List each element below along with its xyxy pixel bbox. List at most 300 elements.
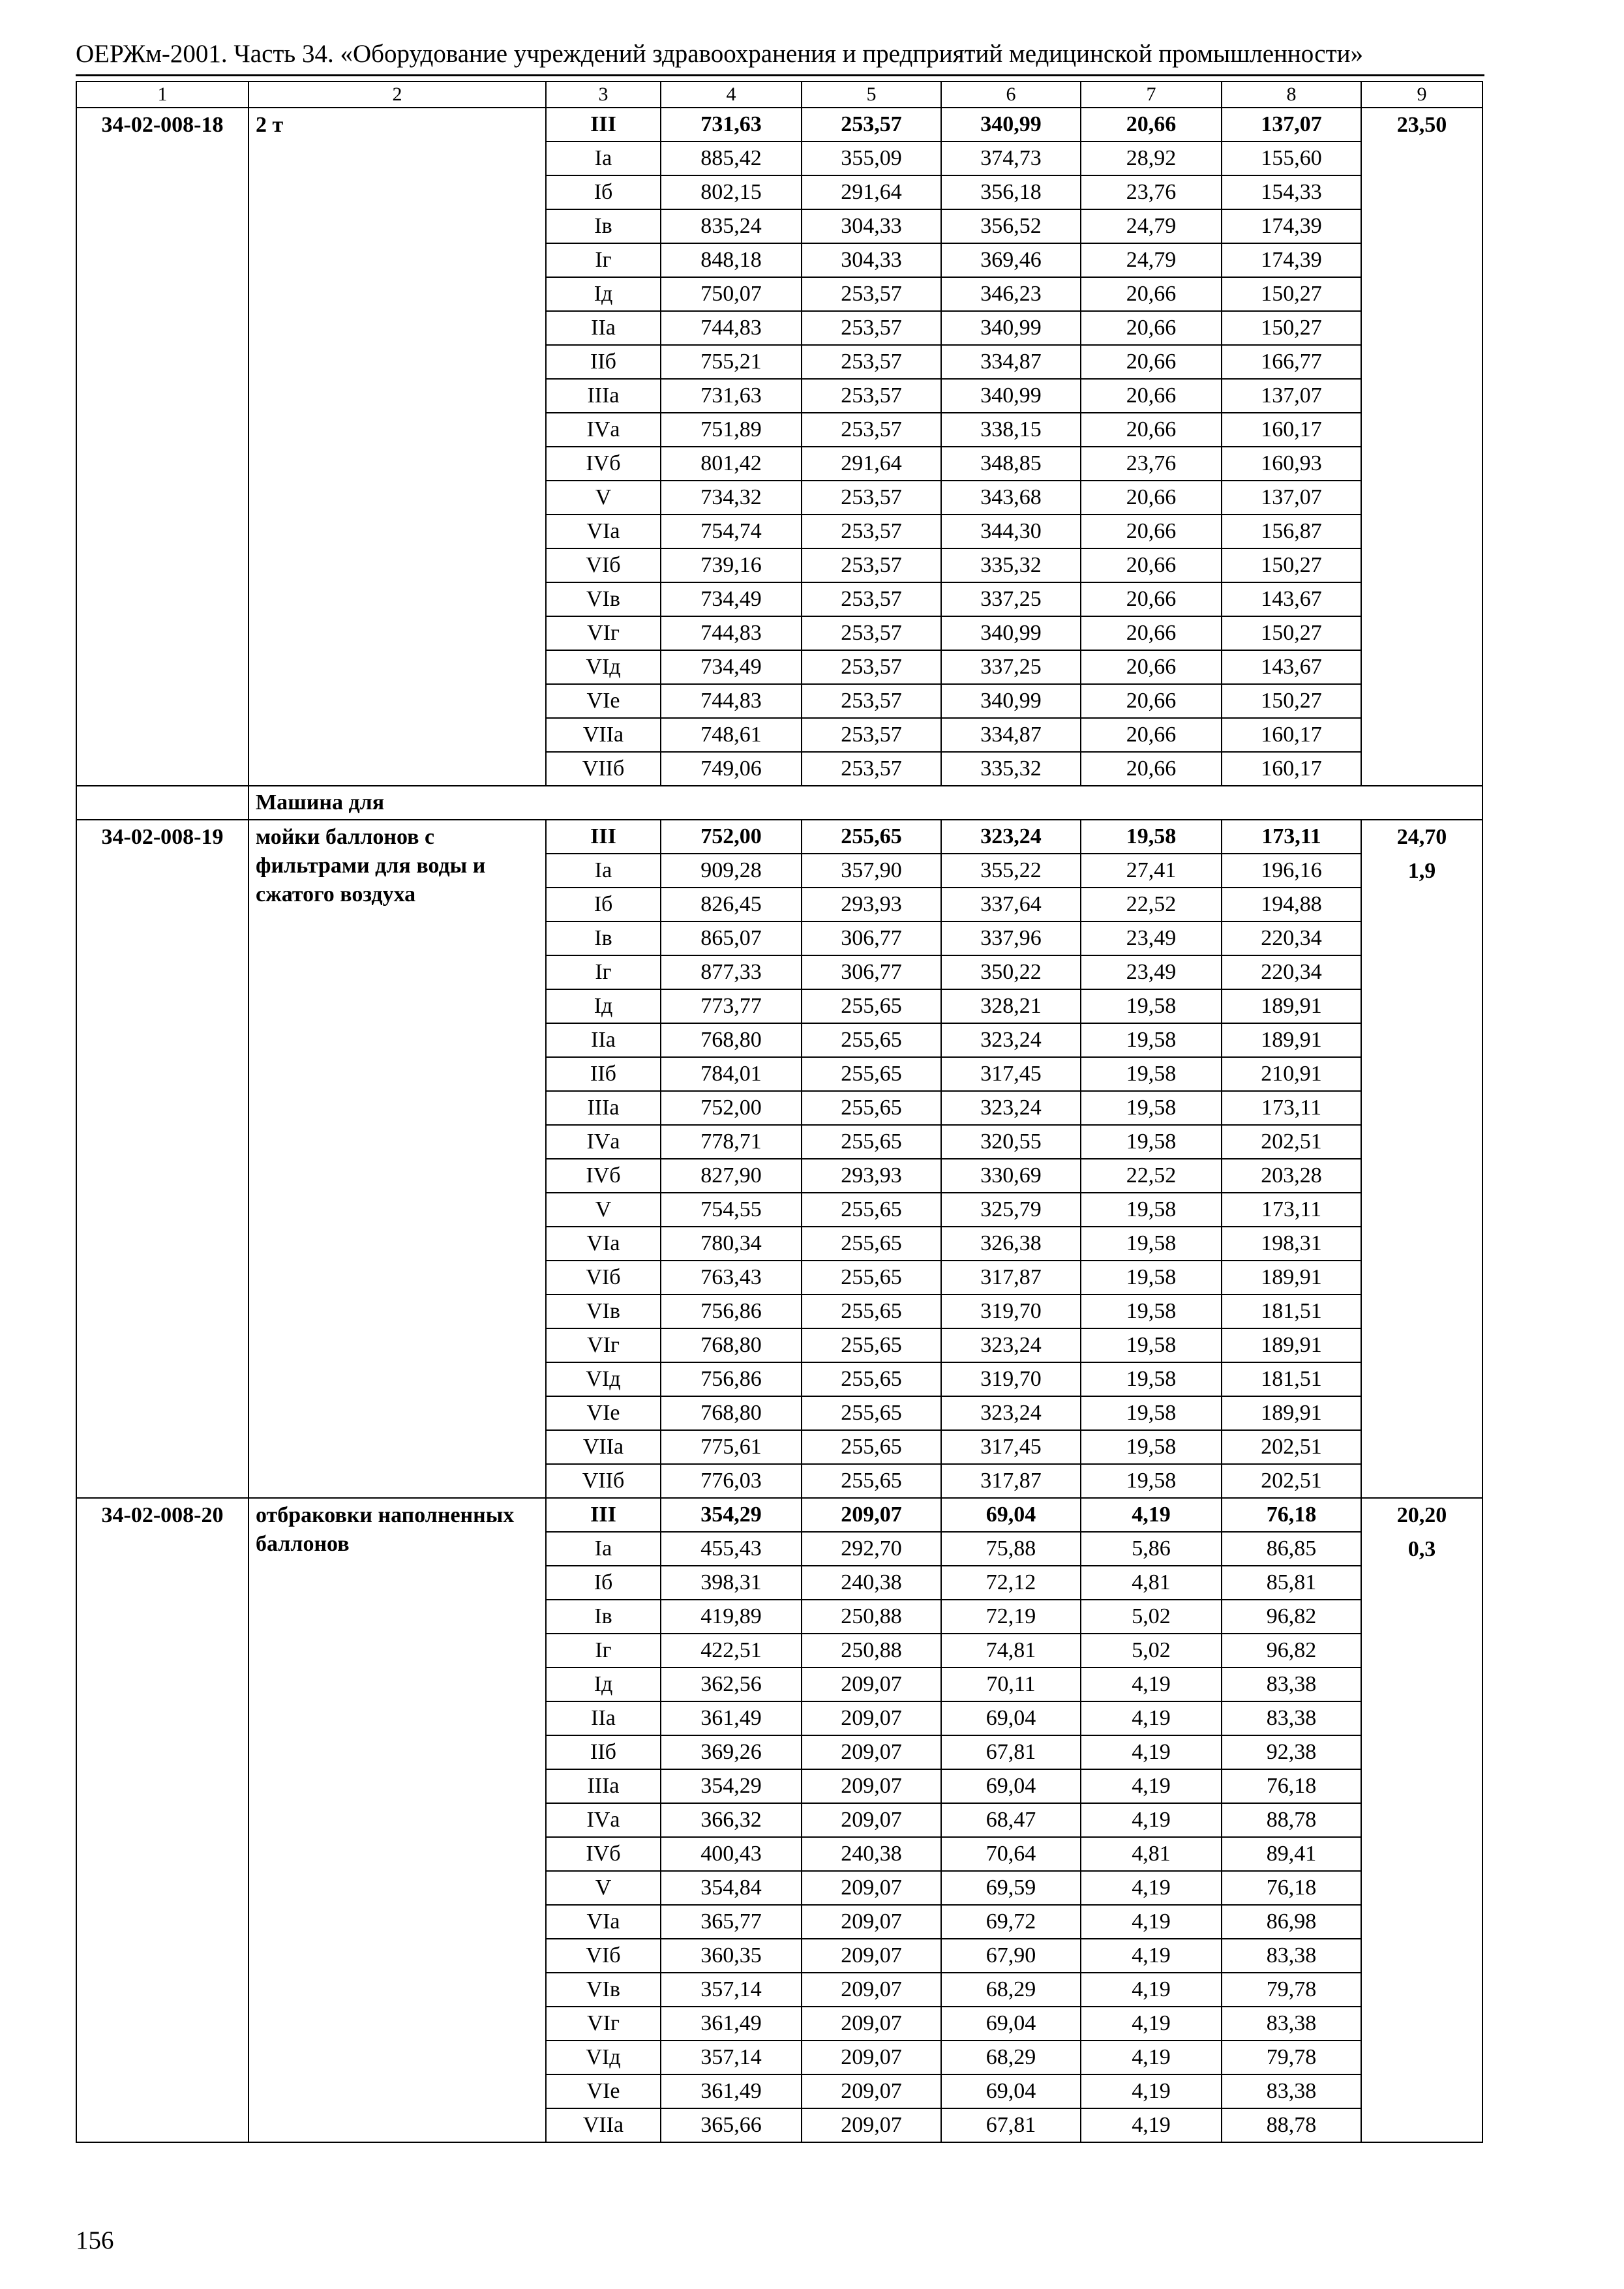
- value-cell: 306,77: [802, 921, 941, 955]
- value-cell: 338,15: [941, 413, 1081, 447]
- value-cell: 909,28: [661, 854, 802, 888]
- zone-cell: III: [546, 1498, 661, 1532]
- value-cell: 756,86: [661, 1294, 802, 1328]
- value-cell: 4,81: [1081, 1566, 1222, 1600]
- value-cell: 20,66: [1081, 481, 1222, 515]
- value-cell: 166,77: [1222, 345, 1361, 379]
- value-cell: 189,91: [1222, 1396, 1361, 1430]
- column-9-values: [1361, 820, 1482, 1498]
- value-cell: 209,07: [802, 2108, 941, 2142]
- value-cell: 209,07: [802, 2007, 941, 2041]
- value-cell: 240,38: [802, 1837, 941, 1871]
- zone-cell: VIв: [546, 1294, 661, 1328]
- value-cell: 69,04: [941, 1498, 1081, 1532]
- value-cell: 253,57: [802, 684, 941, 718]
- value-cell: 88,78: [1222, 1803, 1361, 1837]
- value-cell: 154,33: [1222, 175, 1361, 209]
- value-cell: 4,19: [1081, 2041, 1222, 2074]
- value-cell: 209,07: [802, 1668, 941, 1701]
- item-name: 2 т: [248, 108, 546, 786]
- value-cell: 28,92: [1081, 142, 1222, 175]
- value-cell: 328,21: [941, 989, 1081, 1023]
- column-9-value: 23,50: [1396, 113, 1447, 137]
- value-cell: 362,56: [661, 1668, 802, 1701]
- value-cell: 340,99: [941, 684, 1081, 718]
- zone-cell: IVб: [546, 1159, 661, 1193]
- zone-cell: VIг: [546, 2007, 661, 2041]
- column-number-row: [76, 82, 1482, 108]
- value-cell: 20,66: [1081, 650, 1222, 684]
- value-cell: 768,80: [661, 1396, 802, 1430]
- value-cell: 209,07: [802, 1905, 941, 1939]
- value-cell: 734,49: [661, 650, 802, 684]
- section-title: Машина для: [248, 786, 1482, 820]
- value-cell: 92,38: [1222, 1735, 1361, 1769]
- value-cell: 19,58: [1081, 1023, 1222, 1057]
- zone-cell: Iг: [546, 243, 661, 277]
- value-cell: 848,18: [661, 243, 802, 277]
- value-cell: 784,01: [661, 1057, 802, 1091]
- value-cell: 326,38: [941, 1227, 1081, 1261]
- value-cell: 160,17: [1222, 413, 1361, 447]
- value-cell: 86,98: [1222, 1905, 1361, 1939]
- value-cell: 255,65: [802, 1023, 941, 1057]
- value-cell: 181,51: [1222, 1294, 1361, 1328]
- zone-cell: III: [546, 108, 661, 142]
- zone-cell: Iг: [546, 1634, 661, 1668]
- value-cell: 5,02: [1081, 1634, 1222, 1668]
- value-cell: 253,57: [802, 345, 941, 379]
- value-cell: 209,07: [802, 1701, 941, 1735]
- value-cell: 19,58: [1081, 1430, 1222, 1464]
- value-cell: 348,85: [941, 447, 1081, 481]
- zone-cell: VIIа: [546, 1430, 661, 1464]
- value-cell: 357,90: [802, 854, 941, 888]
- value-cell: 754,55: [661, 1193, 802, 1227]
- value-cell: 354,84: [661, 1871, 802, 1905]
- value-cell: 69,04: [941, 1701, 1081, 1735]
- value-cell: 20,66: [1081, 752, 1222, 786]
- value-cell: 802,15: [661, 175, 802, 209]
- zone-cell: IIб: [546, 345, 661, 379]
- value-cell: 306,77: [802, 955, 941, 989]
- value-cell: 319,70: [941, 1362, 1081, 1396]
- value-cell: 317,45: [941, 1430, 1081, 1464]
- value-cell: 4,19: [1081, 1735, 1222, 1769]
- value-cell: 739,16: [661, 548, 802, 582]
- value-cell: 304,33: [802, 209, 941, 243]
- value-cell: 19,58: [1081, 1362, 1222, 1396]
- zone-cell: VIв: [546, 582, 661, 616]
- column-number: 7: [1081, 82, 1222, 108]
- value-cell: 27,41: [1081, 854, 1222, 888]
- page-number: 156: [76, 2226, 114, 2254]
- rate-code: 34-02-008-20: [76, 1498, 248, 2142]
- value-cell: 340,99: [941, 311, 1081, 345]
- value-cell: 255,65: [802, 1396, 941, 1430]
- column-number: 5: [802, 82, 941, 108]
- value-cell: 4,19: [1081, 1871, 1222, 1905]
- zone-cell: VIе: [546, 2074, 661, 2108]
- value-cell: 155,60: [1222, 142, 1361, 175]
- column-9-values: [1361, 108, 1482, 786]
- value-cell: 4,19: [1081, 1668, 1222, 1701]
- table-body: [76, 82, 1482, 2142]
- column-number: 1: [76, 82, 248, 108]
- value-cell: 337,25: [941, 650, 1081, 684]
- value-cell: 365,66: [661, 2108, 802, 2142]
- value-cell: 202,51: [1222, 1125, 1361, 1159]
- zone-cell: IIIа: [546, 379, 661, 413]
- value-cell: 83,38: [1222, 1939, 1361, 1973]
- value-cell: 343,68: [941, 481, 1081, 515]
- value-cell: 202,51: [1222, 1464, 1361, 1498]
- value-cell: 4,19: [1081, 2108, 1222, 2142]
- value-cell: 70,64: [941, 1837, 1081, 1871]
- value-cell: 220,34: [1222, 955, 1361, 989]
- value-cell: 768,80: [661, 1023, 802, 1057]
- table-row: [76, 108, 1482, 142]
- value-cell: 69,04: [941, 2007, 1081, 2041]
- zone-cell: VIг: [546, 1328, 661, 1362]
- value-cell: 209,07: [802, 2074, 941, 2108]
- value-cell: 826,45: [661, 888, 802, 921]
- value-cell: 827,90: [661, 1159, 802, 1193]
- value-cell: 325,79: [941, 1193, 1081, 1227]
- value-cell: 317,45: [941, 1057, 1081, 1091]
- value-cell: 754,74: [661, 515, 802, 548]
- value-cell: 86,85: [1222, 1532, 1361, 1566]
- value-cell: 749,06: [661, 752, 802, 786]
- value-cell: 19,58: [1081, 1464, 1222, 1498]
- value-cell: 877,33: [661, 955, 802, 989]
- zone-cell: VIг: [546, 616, 661, 650]
- value-cell: 317,87: [941, 1261, 1081, 1294]
- value-cell: 335,32: [941, 752, 1081, 786]
- value-cell: 76,18: [1222, 1769, 1361, 1803]
- value-cell: 83,38: [1222, 1668, 1361, 1701]
- column-9-value: 20,20: [1396, 1503, 1447, 1527]
- value-cell: 330,69: [941, 1159, 1081, 1193]
- value-cell: 253,57: [802, 718, 941, 752]
- value-cell: 253,57: [802, 650, 941, 684]
- value-cell: 19,58: [1081, 1091, 1222, 1125]
- rate-code: 34-02-008-18: [76, 108, 248, 786]
- zone-cell: VIе: [546, 684, 661, 718]
- value-cell: 240,38: [802, 1566, 941, 1600]
- empty-cell: [76, 786, 248, 820]
- value-cell: 356,18: [941, 175, 1081, 209]
- value-cell: 255,65: [802, 1091, 941, 1125]
- value-cell: 734,32: [661, 481, 802, 515]
- value-cell: 69,04: [941, 1769, 1081, 1803]
- value-cell: 181,51: [1222, 1362, 1361, 1396]
- value-cell: 209,07: [802, 1769, 941, 1803]
- document-header: ОЕРЖм-2001. Часть 34. «Оборудование учреждений здравоохранения и предприятий медицинской промышленности»: [76, 40, 1363, 68]
- zone-cell: Iд: [546, 989, 661, 1023]
- value-cell: 96,82: [1222, 1600, 1361, 1634]
- value-cell: 19,58: [1081, 1294, 1222, 1328]
- value-cell: 776,03: [661, 1464, 802, 1498]
- value-cell: 354,29: [661, 1498, 802, 1532]
- zone-cell: VIб: [546, 1939, 661, 1973]
- value-cell: 89,41: [1222, 1837, 1361, 1871]
- value-cell: 76,18: [1222, 1498, 1361, 1532]
- value-cell: 455,43: [661, 1532, 802, 1566]
- zone-cell: Iа: [546, 142, 661, 175]
- value-cell: 293,93: [802, 888, 941, 921]
- value-cell: 751,89: [661, 413, 802, 447]
- item-name: отбраковки наполненных баллонов: [248, 1498, 546, 2142]
- value-cell: 20,66: [1081, 548, 1222, 582]
- zone-cell: VIIб: [546, 752, 661, 786]
- value-cell: 209,07: [802, 1498, 941, 1532]
- value-cell: 173,11: [1222, 1091, 1361, 1125]
- rate-code: 34-02-008-19: [76, 820, 248, 1498]
- value-cell: 209,07: [802, 1803, 941, 1837]
- zone-cell: Iб: [546, 1566, 661, 1600]
- value-cell: 150,27: [1222, 311, 1361, 345]
- value-cell: 19,58: [1081, 1193, 1222, 1227]
- zone-cell: Iд: [546, 1668, 661, 1701]
- value-cell: 340,99: [941, 108, 1081, 142]
- zone-cell: IVа: [546, 1803, 661, 1837]
- value-cell: 4,19: [1081, 1973, 1222, 2007]
- value-cell: 255,65: [802, 1294, 941, 1328]
- value-cell: 189,91: [1222, 1261, 1361, 1294]
- value-cell: 255,65: [802, 1193, 941, 1227]
- zone-cell: IIIа: [546, 1091, 661, 1125]
- value-cell: 23,49: [1081, 955, 1222, 989]
- zone-cell: VIIа: [546, 718, 661, 752]
- zone-cell: VIб: [546, 1261, 661, 1294]
- value-cell: 304,33: [802, 243, 941, 277]
- value-cell: 323,24: [941, 820, 1081, 854]
- column-9-value: 0,3: [1407, 1537, 1436, 1561]
- value-cell: 253,57: [802, 311, 941, 345]
- value-cell: 198,31: [1222, 1227, 1361, 1261]
- value-cell: 419,89: [661, 1600, 802, 1634]
- value-cell: 780,34: [661, 1227, 802, 1261]
- value-cell: 69,04: [941, 2074, 1081, 2108]
- value-cell: 20,66: [1081, 108, 1222, 142]
- value-cell: 357,14: [661, 1973, 802, 2007]
- value-cell: 20,66: [1081, 515, 1222, 548]
- value-cell: 23,76: [1081, 175, 1222, 209]
- value-cell: 72,19: [941, 1600, 1081, 1634]
- zone-cell: VIд: [546, 2041, 661, 2074]
- value-cell: 209,07: [802, 1871, 941, 1905]
- value-cell: 255,65: [802, 1430, 941, 1464]
- value-cell: 731,63: [661, 108, 802, 142]
- value-cell: 20,66: [1081, 345, 1222, 379]
- value-cell: 137,07: [1222, 379, 1361, 413]
- value-cell: 340,99: [941, 379, 1081, 413]
- value-cell: 323,24: [941, 1328, 1081, 1362]
- value-cell: 752,00: [661, 820, 802, 854]
- value-cell: 291,64: [802, 447, 941, 481]
- value-cell: 253,57: [802, 413, 941, 447]
- value-cell: 150,27: [1222, 548, 1361, 582]
- value-cell: 4,19: [1081, 1701, 1222, 1735]
- value-cell: 355,22: [941, 854, 1081, 888]
- value-cell: 253,57: [802, 548, 941, 582]
- value-cell: 255,65: [802, 1362, 941, 1396]
- value-cell: 209,07: [802, 1735, 941, 1769]
- value-cell: 189,91: [1222, 989, 1361, 1023]
- value-cell: 22,52: [1081, 888, 1222, 921]
- value-cell: 250,88: [802, 1634, 941, 1668]
- value-cell: 756,86: [661, 1362, 802, 1396]
- value-cell: 72,12: [941, 1566, 1081, 1600]
- value-cell: 775,61: [661, 1430, 802, 1464]
- value-cell: 67,81: [941, 2108, 1081, 2142]
- zone-cell: Iд: [546, 277, 661, 311]
- value-cell: 253,57: [802, 379, 941, 413]
- value-cell: 173,11: [1222, 820, 1361, 854]
- value-cell: 291,64: [802, 175, 941, 209]
- zone-cell: IVб: [546, 447, 661, 481]
- value-cell: 801,42: [661, 447, 802, 481]
- value-cell: 374,73: [941, 142, 1081, 175]
- value-cell: 79,78: [1222, 1973, 1361, 2007]
- zone-cell: IIа: [546, 1023, 661, 1057]
- value-cell: 744,83: [661, 616, 802, 650]
- value-cell: 203,28: [1222, 1159, 1361, 1193]
- column-number: 3: [546, 82, 661, 108]
- value-cell: 885,42: [661, 142, 802, 175]
- value-cell: 253,57: [802, 515, 941, 548]
- zone-cell: VIв: [546, 1973, 661, 2007]
- value-cell: 4,19: [1081, 1803, 1222, 1837]
- value-cell: 209,07: [802, 1973, 941, 2007]
- value-cell: 317,87: [941, 1464, 1081, 1498]
- value-cell: 79,78: [1222, 2041, 1361, 2074]
- value-cell: 4,19: [1081, 2007, 1222, 2041]
- zone-cell: IVа: [546, 413, 661, 447]
- value-cell: 143,67: [1222, 582, 1361, 616]
- item-name: мойки баллонов с фильтрами для воды и сжатого воздуха: [248, 820, 546, 1498]
- value-cell: 19,58: [1081, 1396, 1222, 1430]
- value-cell: 19,58: [1081, 1328, 1222, 1362]
- value-cell: 4,19: [1081, 1769, 1222, 1803]
- value-cell: 369,46: [941, 243, 1081, 277]
- value-cell: 220,34: [1222, 921, 1361, 955]
- value-cell: 734,49: [661, 582, 802, 616]
- value-cell: 20,66: [1081, 277, 1222, 311]
- value-cell: 750,07: [661, 277, 802, 311]
- zone-cell: IIа: [546, 311, 661, 345]
- column-9-value: 1,9: [1407, 859, 1436, 883]
- value-cell: 337,25: [941, 582, 1081, 616]
- zone-cell: VIе: [546, 1396, 661, 1430]
- zone-cell: V: [546, 1871, 661, 1905]
- value-cell: 255,65: [802, 989, 941, 1023]
- value-cell: 253,57: [802, 277, 941, 311]
- zone-cell: Iв: [546, 921, 661, 955]
- value-cell: 24,79: [1081, 243, 1222, 277]
- value-cell: 778,71: [661, 1125, 802, 1159]
- zone-cell: Iг: [546, 955, 661, 989]
- value-cell: 209,07: [802, 2041, 941, 2074]
- value-cell: 253,57: [802, 616, 941, 650]
- value-cell: 23,76: [1081, 447, 1222, 481]
- value-cell: 74,81: [941, 1634, 1081, 1668]
- column-9-values: [1361, 1498, 1482, 2142]
- zone-cell: VIIа: [546, 2108, 661, 2142]
- value-cell: 5,02: [1081, 1600, 1222, 1634]
- value-cell: 361,49: [661, 2007, 802, 2041]
- zone-cell: VIб: [546, 548, 661, 582]
- value-cell: 68,29: [941, 1973, 1081, 2007]
- value-cell: 83,38: [1222, 2074, 1361, 2108]
- value-cell: 744,83: [661, 684, 802, 718]
- value-cell: 773,77: [661, 989, 802, 1023]
- value-cell: 68,47: [941, 1803, 1081, 1837]
- value-cell: 250,88: [802, 1600, 941, 1634]
- value-cell: 755,21: [661, 345, 802, 379]
- zone-cell: VIа: [546, 515, 661, 548]
- zone-cell: Iа: [546, 854, 661, 888]
- value-cell: 835,24: [661, 209, 802, 243]
- zone-cell: IVа: [546, 1125, 661, 1159]
- value-cell: 83,38: [1222, 1701, 1361, 1735]
- value-cell: 365,77: [661, 1905, 802, 1939]
- value-cell: 20,66: [1081, 413, 1222, 447]
- value-cell: 355,09: [802, 142, 941, 175]
- rates-table: [76, 81, 1483, 2143]
- value-cell: 70,11: [941, 1668, 1081, 1701]
- value-cell: 748,61: [661, 718, 802, 752]
- value-cell: 20,66: [1081, 582, 1222, 616]
- zone-cell: VIIб: [546, 1464, 661, 1498]
- value-cell: 67,90: [941, 1939, 1081, 1973]
- column-number: 2: [248, 82, 546, 108]
- value-cell: 5,86: [1081, 1532, 1222, 1566]
- value-cell: 19,58: [1081, 989, 1222, 1023]
- zone-cell: Iб: [546, 888, 661, 921]
- value-cell: 361,49: [661, 1701, 802, 1735]
- value-cell: 85,81: [1222, 1566, 1361, 1600]
- zone-cell: Iв: [546, 209, 661, 243]
- value-cell: 194,88: [1222, 888, 1361, 921]
- value-cell: 210,91: [1222, 1057, 1361, 1091]
- value-cell: 323,24: [941, 1396, 1081, 1430]
- value-cell: 20,66: [1081, 718, 1222, 752]
- value-cell: 160,17: [1222, 752, 1361, 786]
- value-cell: 156,87: [1222, 515, 1361, 548]
- value-cell: 752,00: [661, 1091, 802, 1125]
- section-title-row: [76, 786, 1482, 820]
- value-cell: 357,14: [661, 2041, 802, 2074]
- value-cell: 67,81: [941, 1735, 1081, 1769]
- value-cell: 69,59: [941, 1871, 1081, 1905]
- value-cell: 337,96: [941, 921, 1081, 955]
- value-cell: 76,18: [1222, 1871, 1361, 1905]
- value-cell: 23,49: [1081, 921, 1222, 955]
- value-cell: 19,58: [1081, 1261, 1222, 1294]
- value-cell: 173,11: [1222, 1193, 1361, 1227]
- value-cell: 143,67: [1222, 650, 1361, 684]
- column-9-value: 24,70: [1396, 825, 1447, 849]
- value-cell: 253,57: [802, 108, 941, 142]
- value-cell: 255,65: [802, 1227, 941, 1261]
- value-cell: 340,99: [941, 616, 1081, 650]
- value-cell: 20,66: [1081, 684, 1222, 718]
- table-row: [76, 1498, 1482, 1532]
- value-cell: 398,31: [661, 1566, 802, 1600]
- value-cell: 137,07: [1222, 481, 1361, 515]
